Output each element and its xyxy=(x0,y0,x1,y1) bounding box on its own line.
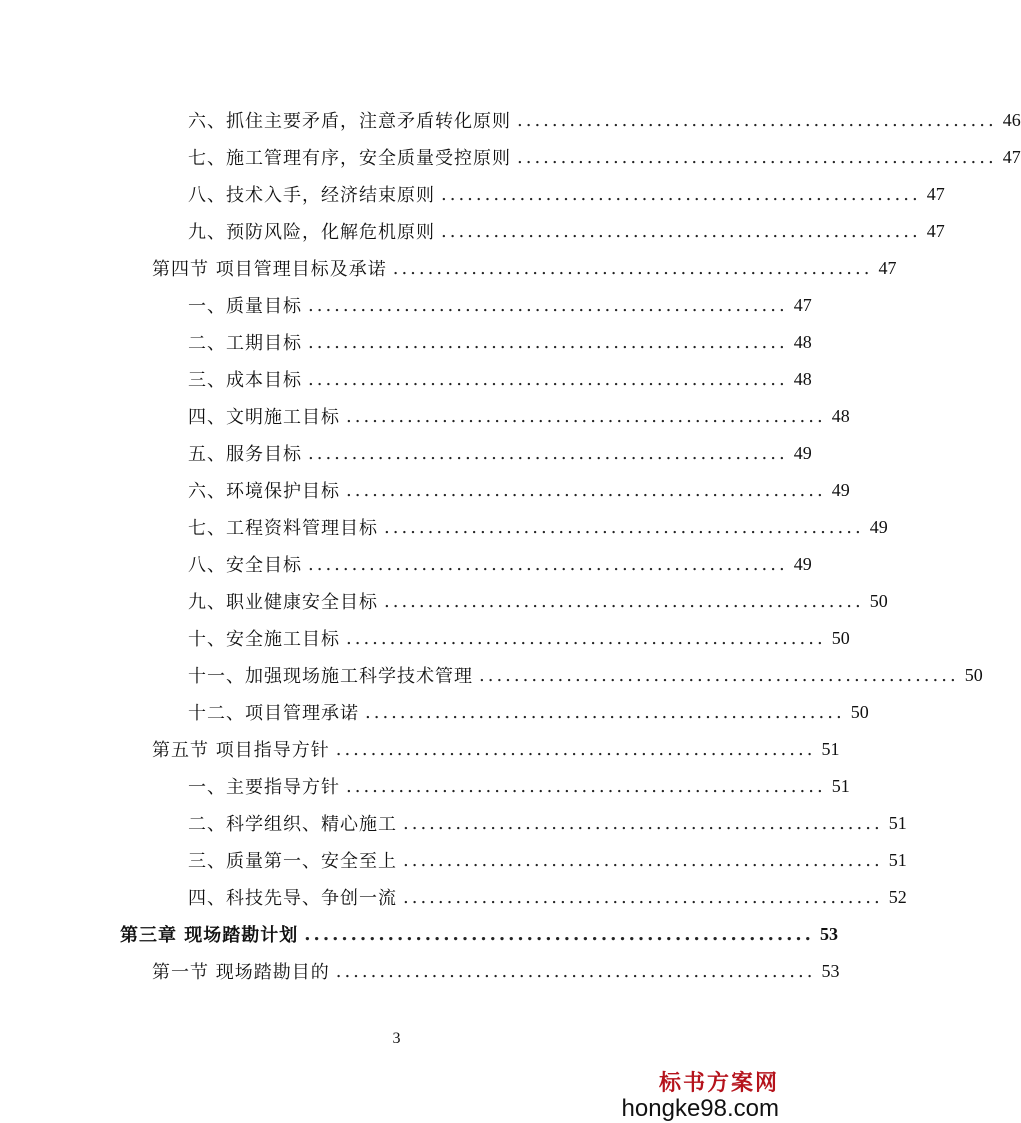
toc-entry-label: 七、工程资料管理目标 xyxy=(188,518,378,539)
toc-entry-label: 十一、加强现场施工科学技术管理 xyxy=(188,666,473,687)
toc-entry-page: 50 xyxy=(964,664,983,685)
toc-leader-dots: ....................................................... xyxy=(304,923,814,945)
toc-entry-label: 第一节 现场踏勘目的 xyxy=(152,962,330,983)
toc-leader-dots: ....................................................... xyxy=(346,775,826,797)
toc-leader-dots: ....................................................... xyxy=(479,664,959,686)
toc-entry-page: 47 xyxy=(793,294,812,315)
toc-section-entry[interactable] xyxy=(152,956,840,986)
toc-leader-dots: ....................................................... xyxy=(403,886,883,908)
toc-leader-dots: ....................................................... xyxy=(346,405,826,427)
toc-entry-label: 八、安全目标 xyxy=(188,555,302,576)
toc-entry-label: 二、工期目标 xyxy=(188,333,302,354)
toc-entry[interactable] xyxy=(188,142,1021,172)
toc-entry-label: 七、施工管理有序，安全质量受控原则 xyxy=(188,148,511,169)
toc-entry-page: 48 xyxy=(793,368,812,389)
toc-entry-label: 二、科学组织、精心施工 xyxy=(188,814,397,835)
toc-entry-label: 十、安全施工目标 xyxy=(188,629,340,650)
toc-leader-dots: ....................................................... xyxy=(517,109,997,131)
toc-leader-dots: ....................................................... xyxy=(308,331,788,353)
toc-leader-dots: ....................................................... xyxy=(335,738,816,760)
toc-leader-dots: ....................................................... xyxy=(346,627,826,649)
toc-entry-label: 九、职业健康安全目标 xyxy=(188,592,378,613)
toc-entry-page: 49 xyxy=(793,553,812,574)
toc-section-entry[interactable] xyxy=(152,253,897,283)
toc-leader-dots: ....................................................... xyxy=(308,294,788,316)
toc-entry-label: 第四节 项目管理目标及承诺 xyxy=(152,259,387,280)
toc-entry[interactable] xyxy=(188,660,983,690)
watermark-url: hongke98.com xyxy=(621,1095,779,1122)
toc-entry-page: 47 xyxy=(926,183,945,204)
toc-leader-dots: ....................................................... xyxy=(384,516,864,538)
toc-entry[interactable] xyxy=(188,771,850,801)
toc-entry-label: 四、文明施工目标 xyxy=(188,407,340,428)
toc-leader-dots: ....................................................... xyxy=(517,146,997,168)
toc-entry-page: 49 xyxy=(869,516,888,537)
toc-entry-label: 第五节 项目指导方针 xyxy=(152,740,330,761)
toc-entry[interactable] xyxy=(188,549,812,579)
toc-entry-label: 四、科技先导、争创一流 xyxy=(188,888,397,909)
toc-entry-label: 十二、项目管理承诺 xyxy=(188,703,359,724)
toc-entry[interactable] xyxy=(188,882,907,912)
toc-entry[interactable] xyxy=(188,105,1021,135)
toc-leader-dots: ....................................................... xyxy=(308,368,788,390)
toc-entry[interactable] xyxy=(188,290,812,320)
toc-chapter-entry[interactable] xyxy=(120,919,838,949)
page-number: 3 xyxy=(392,1030,401,1047)
toc-leader-dots: ....................................................... xyxy=(441,220,921,242)
toc-leader-dots: ....................................................... xyxy=(308,553,788,575)
toc-entry-page: 47 xyxy=(878,257,897,278)
toc-entry[interactable] xyxy=(188,216,945,246)
toc-entry[interactable] xyxy=(188,845,907,875)
toc-entry[interactable] xyxy=(188,623,850,653)
toc-entry[interactable] xyxy=(188,438,812,468)
toc-entry[interactable] xyxy=(188,401,850,431)
toc-entry-page: 51 xyxy=(831,775,850,796)
toc-entry-page: 50 xyxy=(869,590,888,611)
toc-entry-page: 48 xyxy=(793,331,812,352)
toc-entry-page: 50 xyxy=(831,627,850,648)
toc-entry-label: 九、预防风险，化解危机原则 xyxy=(188,222,435,243)
toc-entry[interactable] xyxy=(188,179,945,209)
toc-entry[interactable] xyxy=(188,697,869,727)
toc-entry-page: 51 xyxy=(888,849,907,870)
toc-entry-label: 五、服务目标 xyxy=(188,444,302,465)
toc-entry[interactable] xyxy=(188,586,888,616)
toc-leader-dots: ....................................................... xyxy=(308,442,788,464)
toc-entry[interactable] xyxy=(188,475,850,505)
toc-entry-label: 六、抓住主要矛盾，注意矛盾转化原则 xyxy=(188,111,511,132)
toc-entry[interactable] xyxy=(188,512,888,542)
toc-entry-page: 46 xyxy=(1002,109,1021,130)
toc-leader-dots: ....................................................... xyxy=(403,812,883,834)
toc-leader-dots: ....................................................... xyxy=(441,183,921,205)
toc-entry-page: 53 xyxy=(821,960,840,981)
toc-entry[interactable] xyxy=(188,364,812,394)
toc-entry-page: 49 xyxy=(793,442,812,463)
toc-entry-page: 53 xyxy=(819,923,838,944)
toc-entry-page: 51 xyxy=(821,738,840,759)
toc-entry-page: 47 xyxy=(1002,146,1021,167)
toc-leader-dots: ....................................................... xyxy=(384,590,864,612)
watermark-title: 标书方案网 xyxy=(658,1070,779,1096)
toc-section-entry[interactable] xyxy=(152,734,840,764)
toc-entry[interactable] xyxy=(188,808,907,838)
toc-entry-label: 六、环境保护目标 xyxy=(188,481,340,502)
toc-entry-label: 一、质量目标 xyxy=(188,296,302,317)
toc-entry-page: 49 xyxy=(831,479,850,500)
toc-entry-page: 47 xyxy=(926,220,945,241)
toc-leader-dots: ....................................................... xyxy=(392,257,873,279)
toc-entry-page: 50 xyxy=(850,701,869,722)
watermark-logo xyxy=(622,1066,779,1123)
toc-entry-label: 三、质量第一、安全至上 xyxy=(188,851,397,872)
toc-entry-page: 51 xyxy=(888,812,907,833)
toc-entry-page: 52 xyxy=(888,886,907,907)
toc-leader-dots: ....................................................... xyxy=(365,701,845,723)
toc-entry-page: 48 xyxy=(831,405,850,426)
toc-entry-label: 三、成本目标 xyxy=(188,370,302,391)
toc-entry-label: 第三章 现场踏勘计划 xyxy=(120,925,299,946)
toc-leader-dots: ....................................................... xyxy=(346,479,826,501)
toc-entry[interactable] xyxy=(188,327,812,357)
toc-entry-label: 一、主要指导方针 xyxy=(188,777,340,798)
toc-leader-dots: ....................................................... xyxy=(335,960,816,982)
toc-leader-dots: ....................................................... xyxy=(403,849,883,871)
toc-entry-label: 八、技术入手，经济结束原则 xyxy=(188,185,435,206)
